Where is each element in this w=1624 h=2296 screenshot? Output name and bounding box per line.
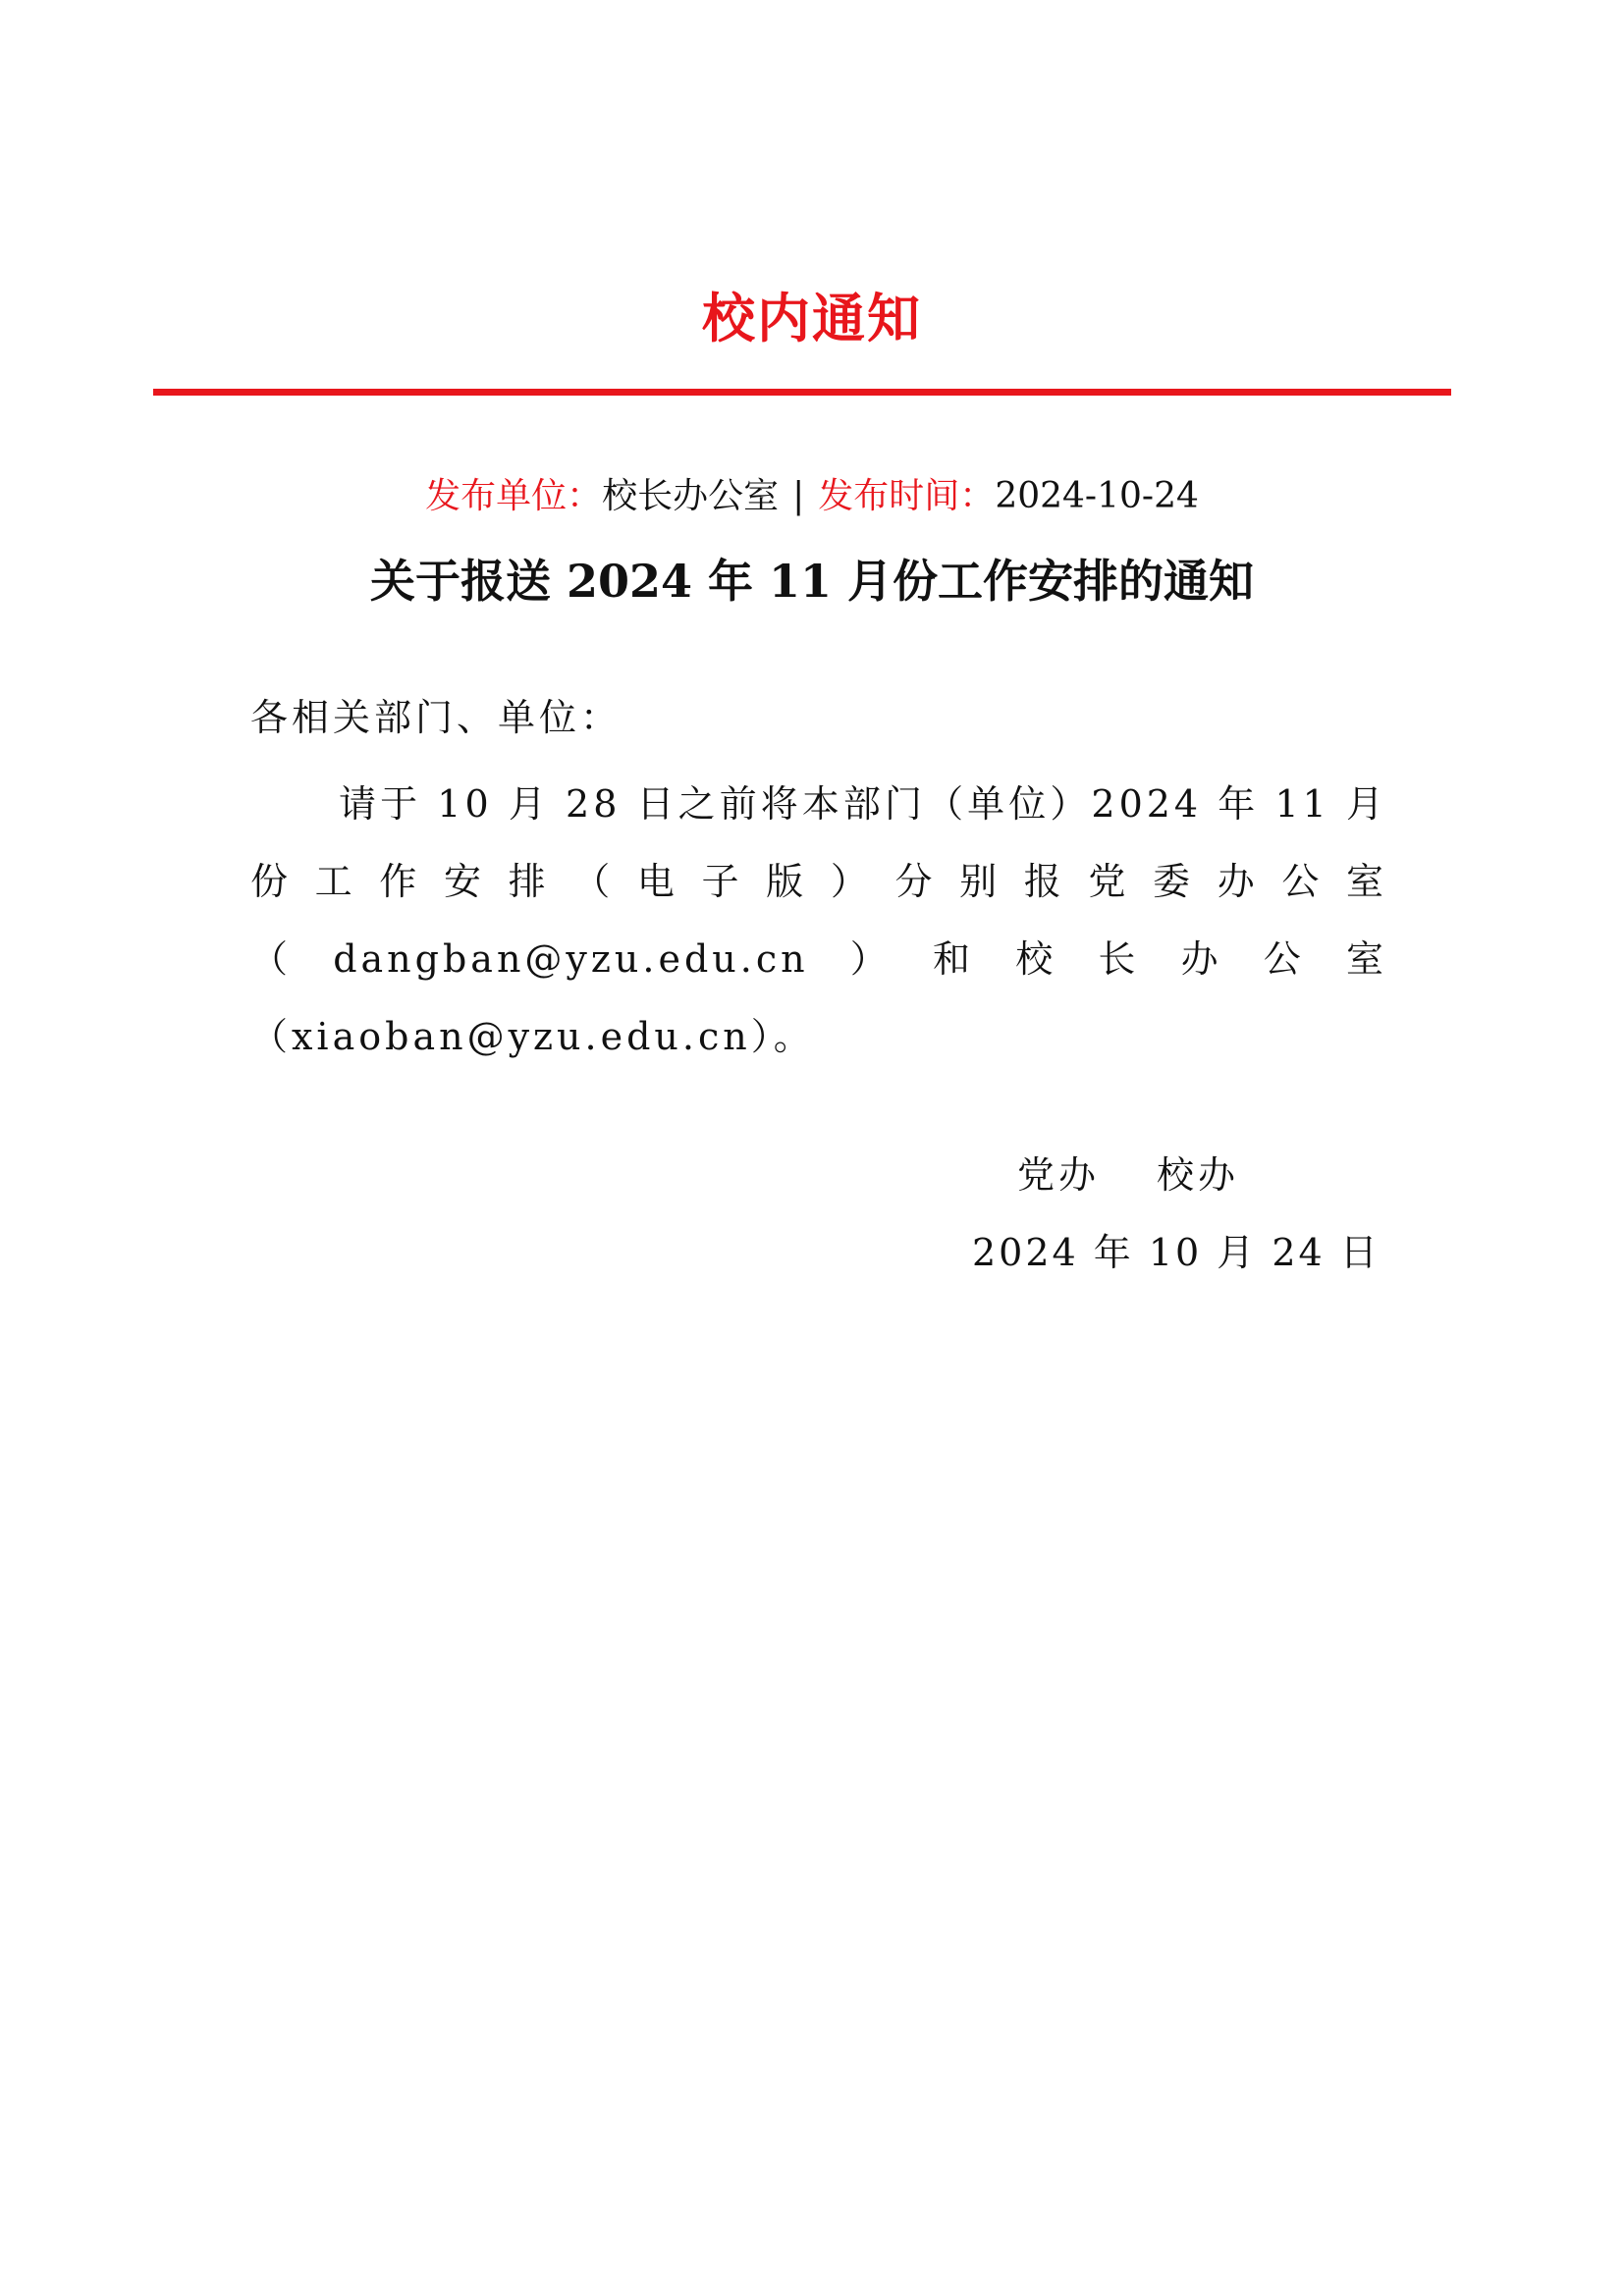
publisher-value: 校长办公室 bbox=[602, 476, 780, 516]
publish-time-label: 发布时间： bbox=[818, 476, 996, 516]
header-divider bbox=[153, 389, 1451, 396]
document-date: 2024 年 10 月 24 日 bbox=[972, 1231, 1380, 1274]
publish-meta bbox=[0, 473, 1624, 520]
signature-party-office: 党办 bbox=[1017, 1153, 1101, 1197]
signature-block bbox=[1017, 1150, 1239, 1200]
notice-header-title: 校内通知 bbox=[702, 288, 922, 349]
meta-separator: | bbox=[792, 476, 805, 516]
signature-principal-office: 校办 bbox=[1157, 1153, 1240, 1197]
document-title: 关于报送 2024 年 11 月份工作安排的通知 bbox=[369, 555, 1255, 608]
publisher-label: 发布单位： bbox=[425, 476, 603, 516]
salutation: 各相关部门、单位： bbox=[250, 696, 623, 739]
body-paragraph: 请于 10 月 28 日之前将本部门（单位）2024 年 11 月份工作安排（电子版）分别报党委办公室（dangban@yzu.edu.cn）和校长办公室（xiaoban@yzu.edu.cn）。 bbox=[250, 782, 1387, 1058]
publish-time-value: 2024-10-24 bbox=[995, 476, 1199, 516]
